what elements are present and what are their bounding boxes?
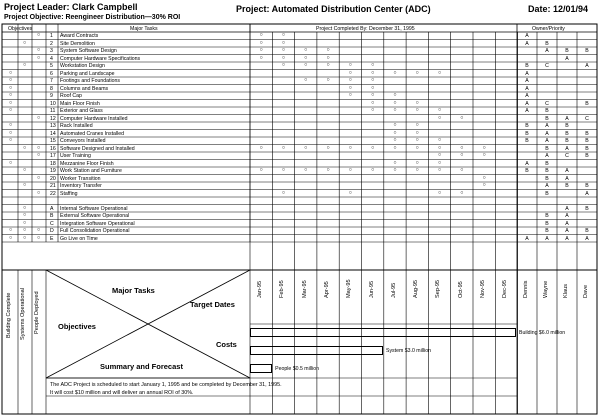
schedule-mark: ○	[348, 77, 352, 84]
schedule-mark: ○	[460, 167, 464, 174]
project-objective: Project Objective: Reengineer Distribution—30% ROI	[4, 14, 181, 21]
objective-mark: ○	[9, 227, 13, 234]
schedule-mark: ○	[460, 144, 464, 151]
objective-mark: ○	[9, 69, 13, 76]
owner-priority: A	[585, 190, 589, 197]
objective-label-people: People Deployed	[34, 291, 40, 334]
cost-label: System $3.0 million	[386, 348, 431, 354]
schedule-mark: ○	[281, 39, 286, 46]
cost-bar	[250, 328, 516, 337]
owner-priority: B	[585, 205, 589, 212]
objective-mark: ○	[9, 84, 13, 91]
task-name: Mezzanine Floor Finish	[60, 160, 114, 167]
objective-mark: ○	[37, 189, 41, 196]
schedule-mark: ○	[259, 32, 263, 39]
schedule-mark: ○	[281, 189, 286, 196]
owner-priority: B	[545, 160, 549, 167]
summary-line-1: The ADC Project is scheduled to start January 1, 1995 and be completed by December 31, 1995.	[50, 382, 282, 388]
task-name: Computer Hardware Specifications	[60, 55, 141, 62]
schedule-mark: ○	[371, 84, 375, 91]
task-number: 21	[50, 183, 56, 190]
owner-priority: A	[545, 138, 549, 145]
schedule-mark: ○	[304, 54, 308, 61]
owner-priority: A	[525, 70, 529, 77]
month-label: Mar-95	[301, 280, 308, 298]
schedule-mark: ○	[415, 167, 419, 174]
schedule-mark: ○	[348, 84, 352, 91]
schedule-mark: ○	[393, 122, 397, 129]
month-label: Feb-95	[279, 280, 286, 298]
schedule-mark: ○	[304, 77, 308, 84]
schedule-mark: ○	[348, 69, 352, 76]
owner-label: Klaus	[563, 284, 569, 298]
task-name: Inventory Transfer	[60, 183, 102, 190]
schedule-mark: ○	[460, 189, 464, 196]
schedule-mark: ○	[304, 47, 308, 54]
objective-mark: ○	[37, 114, 41, 121]
schedule-mark: ○	[281, 54, 286, 61]
cost-bar	[250, 364, 272, 373]
month-label: Sep-95	[435, 279, 442, 298]
owner-priority: A	[565, 213, 569, 220]
owner-priority: B	[545, 145, 549, 152]
objective-mark: ○	[37, 234, 41, 241]
month-label: Oct-95	[457, 281, 464, 298]
objective-mark: ○	[9, 137, 13, 144]
owner-priority: B	[585, 130, 589, 137]
task-name: Roof Cap	[60, 93, 82, 100]
schedule-mark: ○	[437, 189, 442, 196]
owner-priority: B	[585, 48, 589, 55]
objective-mark: ○	[23, 219, 27, 226]
task-name: Worker Transition	[60, 175, 101, 182]
owner-priority: C	[545, 63, 549, 70]
schedule-mark: ○	[393, 129, 397, 136]
task-number: D	[50, 228, 54, 235]
task-number: 15	[50, 138, 56, 145]
owner-priority: B	[585, 100, 589, 107]
schedule-mark: ○	[371, 77, 375, 84]
task-number: 12	[50, 115, 56, 122]
objective-mark: ○	[23, 204, 27, 211]
owner-label: Wayne	[543, 280, 549, 298]
owner-priority: B	[545, 115, 549, 122]
schedule-mark: ○	[437, 144, 442, 151]
schedule-mark: ○	[371, 107, 375, 114]
owner-priority: A	[525, 93, 529, 100]
schedule-mark: ○	[482, 144, 486, 151]
task-name: System Software Design	[60, 48, 117, 55]
summary-line-2: It will cost $10 million and will deliver an annual ROI of 30%.	[50, 390, 194, 396]
owner-priority: A	[525, 33, 529, 40]
owner-priority: A	[565, 145, 569, 152]
completed-by-header: Project Completed By: December 31, 1995	[316, 26, 415, 32]
task-number: 10	[50, 100, 56, 107]
cost-label: People $0.5 million	[275, 366, 319, 372]
owner-priority: A	[565, 175, 569, 182]
schedule-mark: ○	[348, 189, 352, 196]
task-number: 18	[50, 160, 56, 167]
owner-priority: A	[545, 153, 549, 160]
schedule-mark: ○	[437, 69, 442, 76]
diagram-target-dates: Target Dates	[190, 300, 235, 309]
project-title: Project: Automated Distribution Center (ADC)	[236, 4, 431, 14]
cost-bar	[250, 346, 383, 355]
task-name: Computer Hardware Installed	[60, 115, 128, 122]
task-name: Exterior and Glass	[60, 108, 103, 115]
schedule-mark: ○	[259, 167, 263, 174]
schedule-mark: ○	[415, 99, 419, 106]
task-name: Work Station and Furniture	[60, 168, 122, 175]
owner-priority: A	[565, 235, 569, 242]
schedule-mark: ○	[371, 92, 375, 99]
owner-priority: A	[525, 235, 529, 242]
owner-priority: B	[545, 190, 549, 197]
schedule-mark: ○	[326, 77, 330, 84]
owner-label: Dennis	[523, 280, 529, 298]
objective-mark: ○	[9, 129, 13, 136]
task-number: 7	[50, 78, 53, 85]
schedule-mark: ○	[348, 92, 352, 99]
owner-priority: A	[565, 228, 569, 235]
task-number: 20	[50, 175, 56, 182]
objective-mark: ○	[37, 54, 41, 61]
task-number: 8	[50, 85, 53, 92]
schedule-mark: ○	[326, 144, 330, 151]
schedule-mark: ○	[259, 47, 263, 54]
schedule-mark: ○	[371, 69, 375, 76]
schedule-mark: ○	[482, 152, 486, 159]
owner-priority: A	[565, 55, 569, 62]
project-leader: Project Leader: Clark Campbell	[4, 2, 138, 12]
owner-priority: A	[545, 183, 549, 190]
diagram-costs: Costs	[216, 340, 237, 349]
diagram-summary: Summary and Forecast	[100, 362, 183, 371]
task-number: 1	[50, 33, 53, 40]
objective-mark: ○	[9, 99, 13, 106]
owner-priority: C	[545, 100, 549, 107]
task-name: Site Demolition	[60, 40, 95, 47]
diagram-major-tasks: Major Tasks	[112, 286, 155, 295]
month-label: Dec-95	[502, 279, 509, 298]
task-number: 17	[50, 153, 56, 160]
objective-mark: ○	[9, 234, 13, 241]
owner-priority: A	[565, 168, 569, 175]
objective-mark: ○	[9, 92, 13, 99]
owner-priority: B	[545, 220, 549, 227]
owner-priority: A	[585, 63, 589, 70]
task-name: Columns and Beams	[60, 85, 109, 92]
task-number: 2	[50, 40, 53, 47]
schedule-mark: ○	[281, 47, 286, 54]
owner-priority: B	[545, 108, 549, 115]
objective-mark: ○	[37, 227, 41, 234]
task-name: Award Contracts	[60, 33, 99, 40]
diagram-objectives: Objectives	[58, 322, 96, 331]
owner-priority: C	[565, 153, 569, 160]
objective-mark: ○	[23, 39, 27, 46]
owner-priority: B	[565, 48, 569, 55]
schedule-mark: ○	[415, 159, 419, 166]
owner-priority: B	[545, 213, 549, 220]
objective-mark: ○	[37, 32, 41, 39]
owner-priority: B	[525, 130, 529, 137]
objective-mark: ○	[9, 107, 13, 114]
owner-priority: B	[585, 145, 589, 152]
task-name: Parking and Landscape	[60, 70, 115, 77]
schedule-mark: ○	[281, 62, 286, 69]
task-name: Automated Cranes Installed	[60, 130, 125, 137]
task-number: 19	[50, 168, 56, 175]
owner-priority: B	[545, 228, 549, 235]
task-name: Workstation Design	[60, 63, 105, 70]
task-name: Conveyors Installed	[60, 138, 106, 145]
schedule-mark: ○	[259, 144, 263, 151]
owner-priority: A	[525, 160, 529, 167]
schedule-mark: ○	[348, 144, 352, 151]
schedule-mark: ○	[348, 62, 352, 69]
task-number: 22	[50, 190, 56, 197]
report-date: Date: 12/01/94	[528, 4, 589, 14]
owner-priority: A	[585, 235, 589, 242]
task-name: Go Live on Time	[60, 235, 98, 242]
month-label: Jun-95	[368, 280, 375, 298]
schedule-mark: ○	[304, 62, 308, 69]
objective-mark: ○	[9, 159, 13, 166]
objective-mark: ○	[9, 77, 13, 84]
schedule-mark: ○	[437, 159, 442, 166]
schedule-mark: ○	[415, 129, 419, 136]
owner-priority-header: Owner/Priority	[532, 26, 565, 32]
schedule-mark: ○	[326, 47, 330, 54]
owner-priority: B	[525, 138, 529, 145]
schedule-mark: ○	[482, 182, 486, 189]
schedule-mark: ○	[371, 99, 375, 106]
schedule-mark: ○	[326, 62, 330, 69]
schedule-mark: ○	[304, 144, 308, 151]
task-number: B	[50, 213, 54, 220]
schedule-mark: ○	[393, 69, 397, 76]
objective-label-building: Building Complete	[6, 292, 12, 338]
owner-priority: A	[545, 130, 549, 137]
schedule-mark: ○	[326, 167, 330, 174]
task-number: 4	[50, 55, 53, 62]
owner-priority: B	[565, 138, 569, 145]
schedule-mark: ○	[460, 114, 464, 121]
owner-priority: B	[565, 130, 569, 137]
schedule-mark: ○	[371, 167, 375, 174]
schedule-mark: ○	[281, 167, 286, 174]
owner-priority: B	[525, 168, 529, 175]
task-name: Staffing	[60, 190, 78, 197]
schedule-mark: ○	[482, 174, 486, 181]
schedule-mark: ○	[281, 144, 286, 151]
task-name: Integration Software Operational	[60, 220, 135, 227]
owner-priority: B	[585, 228, 589, 235]
owner-priority: B	[545, 40, 549, 47]
cost-label: Building $6.0 million	[519, 330, 566, 336]
owner-priority: A	[545, 123, 549, 130]
owner-priority: B	[585, 138, 589, 145]
month-label: Jul-95	[390, 282, 397, 298]
task-number: 9	[50, 93, 53, 100]
objective-mark: ○	[37, 144, 41, 151]
schedule-mark: ○	[393, 144, 397, 151]
objective-label-systems: Systems Operational	[20, 288, 26, 340]
objective-mark: ○	[23, 227, 27, 234]
schedule-mark: ○	[460, 152, 464, 159]
schedule-mark: ○	[259, 54, 263, 61]
owner-priority: B	[545, 175, 549, 182]
task-name: User Training	[60, 153, 91, 160]
task-name: Full Consolidation Operational	[60, 228, 130, 235]
schedule-mark: ○	[415, 107, 419, 114]
task-number: 3	[50, 48, 53, 55]
owner-label: Dave	[583, 284, 589, 298]
task-number: 11	[50, 108, 56, 115]
task-name: Software Designed and Installed	[60, 145, 135, 152]
owner-priority: B	[545, 168, 549, 175]
task-number: 6	[50, 70, 53, 77]
objective-mark: ○	[23, 182, 27, 189]
owner-priority: B	[585, 183, 589, 190]
month-label: Aug-95	[413, 279, 420, 298]
objectives-header: Objectives	[8, 26, 33, 32]
schedule-mark: ○	[415, 122, 419, 129]
task-number: C	[50, 220, 54, 227]
schedule-mark: ○	[437, 152, 442, 159]
schedule-mark: ○	[415, 69, 419, 76]
objective-mark: ○	[37, 174, 41, 181]
task-number: E	[50, 235, 54, 242]
schedule-mark: ○	[371, 144, 375, 151]
owner-priority: A	[565, 205, 569, 212]
owner-priority: A	[545, 235, 549, 242]
schedule-mark: ○	[393, 159, 397, 166]
schedule-mark: ○	[259, 39, 263, 46]
task-name: Rack Installed	[60, 123, 93, 130]
schedule-mark: ○	[371, 62, 375, 69]
objective-mark: ○	[37, 152, 41, 159]
owner-priority: A	[525, 85, 529, 92]
owner-priority: A	[545, 48, 549, 55]
month-label: Apr-95	[323, 281, 330, 298]
owner-priority: B	[525, 63, 529, 70]
task-number: 13	[50, 123, 56, 130]
schedule-mark: ○	[437, 137, 442, 144]
schedule-mark: ○	[281, 32, 286, 39]
task-name: External Software Operational	[60, 213, 130, 220]
owner-priority: A	[525, 40, 529, 47]
month-label: May-95	[346, 279, 353, 298]
task-number: A	[50, 205, 54, 212]
owner-priority: B	[525, 123, 529, 130]
objective-mark: ○	[23, 234, 27, 241]
schedule-mark: ○	[326, 54, 330, 61]
schedule-mark: ○	[393, 99, 397, 106]
objective-mark: ○	[23, 167, 27, 174]
objective-mark: ○	[23, 62, 27, 69]
task-number: 14	[50, 130, 56, 137]
owner-priority: A	[525, 108, 529, 115]
schedule-mark: ○	[415, 137, 419, 144]
schedule-mark: ○	[304, 167, 308, 174]
schedule-mark: ○	[437, 107, 442, 114]
schedule-mark: ○	[415, 144, 419, 151]
owner-priority: B	[585, 153, 589, 160]
major-tasks-header: Major Tasks	[130, 26, 158, 32]
owner-priority: A	[565, 115, 569, 122]
owner-priority: C	[585, 115, 589, 122]
schedule-mark: ○	[348, 167, 352, 174]
schedule-mark: ○	[393, 107, 397, 114]
schedule-mark: ○	[393, 137, 397, 144]
schedule-mark: ○	[437, 167, 442, 174]
objective-mark: ○	[23, 144, 27, 151]
task-number: 16	[50, 145, 56, 152]
owner-priority: B	[565, 183, 569, 190]
owner-priority: A	[525, 78, 529, 85]
task-name: Internal Software Operational	[60, 205, 128, 212]
schedule-mark: ○	[437, 114, 442, 121]
task-name: Footings and Foundations	[60, 78, 120, 85]
month-label: Jan-95	[257, 280, 263, 298]
schedule-mark: ○	[393, 92, 397, 99]
owner-priority: A	[525, 100, 529, 107]
task-name: Main Floor Finish	[60, 100, 100, 107]
owner-priority: B	[565, 123, 569, 130]
objective-mark: ○	[23, 212, 27, 219]
objective-mark: ○	[37, 47, 41, 54]
task-number: 5	[50, 63, 53, 70]
owner-priority: A	[565, 220, 569, 227]
objective-mark: ○	[9, 122, 13, 129]
month-label: Nov-95	[480, 279, 486, 298]
schedule-mark: ○	[393, 167, 397, 174]
